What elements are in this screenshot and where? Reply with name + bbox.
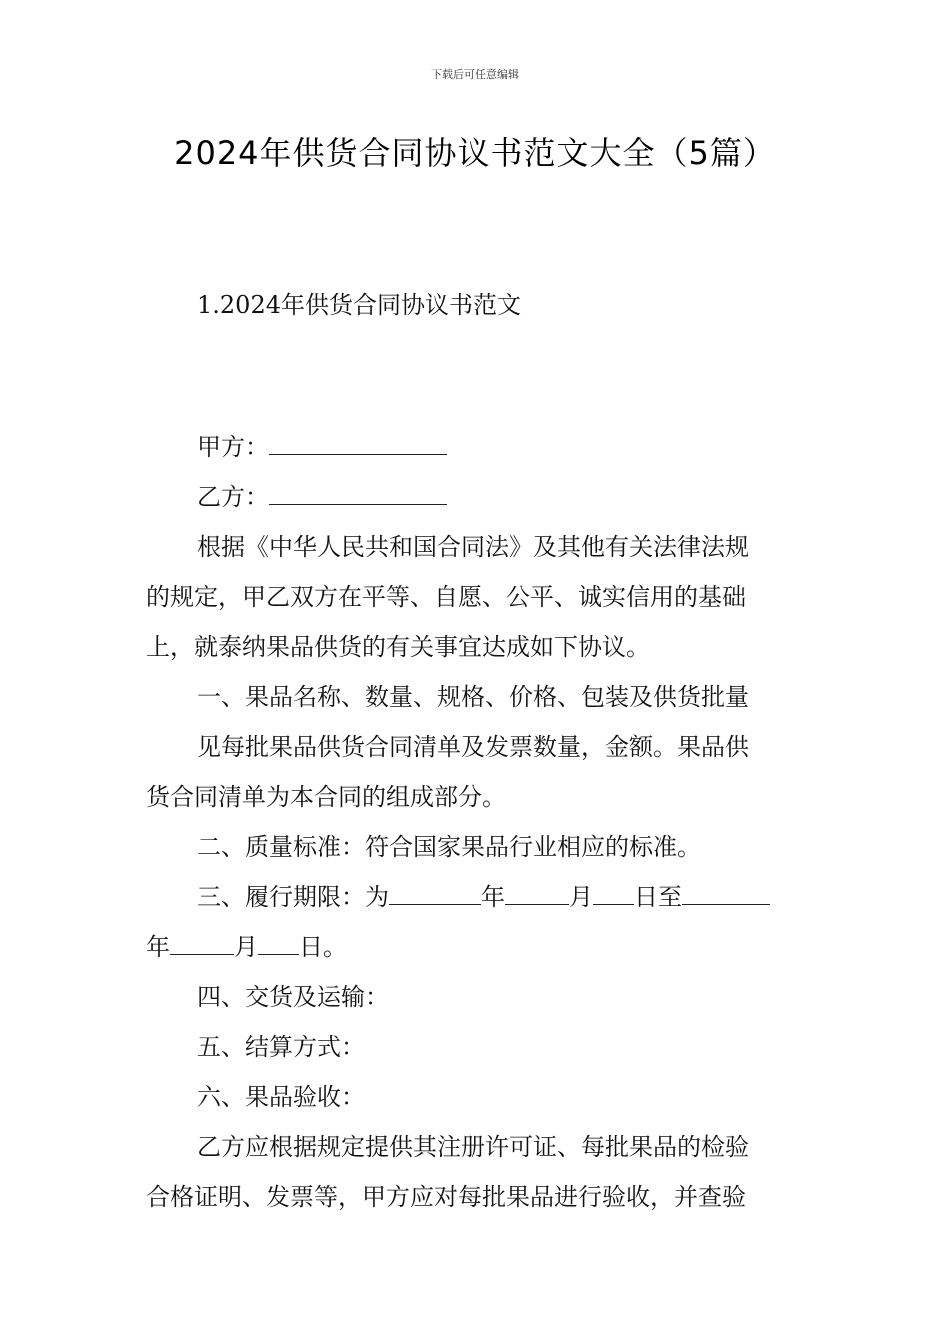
document-body bbox=[146, 422, 810, 1222]
header-note: 下载后可任意编辑 bbox=[431, 68, 519, 81]
start-year-blank bbox=[389, 874, 481, 905]
party-a-label: 甲方： bbox=[197, 433, 269, 461]
year-char: 年 bbox=[481, 883, 505, 911]
clause-3-line bbox=[146, 872, 810, 922]
clause-2-text: 二、质量标准：符合国家果品行业相应的标准。 bbox=[197, 833, 701, 861]
end-month-blank bbox=[170, 924, 234, 955]
clause-6-text: 合格证明、发票等，甲方应对每批果品进行验收，并查验 bbox=[146, 1183, 746, 1211]
intro-paragraph-line: 的规定，甲乙双方在平等、自愿、公平、诚实信用的基础 bbox=[146, 583, 746, 611]
clause-1-text: 货合同清单为本合同的组成部分。 bbox=[146, 783, 506, 811]
party-b-blank bbox=[269, 474, 447, 505]
month-char: 月 bbox=[234, 933, 258, 961]
clause-3-prefix: 三、履行期限：为 bbox=[197, 883, 389, 911]
clause-3-line-2 bbox=[146, 922, 810, 972]
month-char: 月 bbox=[569, 883, 593, 911]
clause-4-title: 四、交货及运输： bbox=[197, 983, 389, 1011]
year-char: 年 bbox=[146, 933, 170, 961]
intro-paragraph-line: 根据《中华人民共和国合同法》及其他有关法律法规 bbox=[197, 533, 749, 561]
document-title: 2024年供货合同协议书范文大全（5篇） bbox=[174, 134, 776, 172]
clause-1-title: 一、果品名称、数量、规格、价格、包装及供货批量 bbox=[197, 683, 749, 711]
clause-5-title: 五、结算方式： bbox=[197, 1033, 365, 1061]
day-to-char: 日至 bbox=[634, 883, 682, 911]
end-year-blank bbox=[682, 874, 770, 905]
clause-1-text: 见每批果品供货合同清单及发票数量，金额。果品供 bbox=[197, 733, 749, 761]
party-a-blank bbox=[269, 424, 447, 455]
start-month-blank bbox=[505, 874, 569, 905]
start-day-blank bbox=[593, 874, 634, 905]
end-day-blank bbox=[258, 924, 299, 955]
clause-6-title: 六、果品验收： bbox=[197, 1083, 365, 1111]
section-title: 1.2024年供货合同协议书范文 bbox=[197, 291, 521, 319]
day-end-char: 日。 bbox=[299, 933, 347, 961]
party-b-line bbox=[146, 472, 810, 522]
party-a-line bbox=[146, 422, 810, 472]
clause-6-text: 乙方应根据规定提供其注册许可证、每批果品的检验 bbox=[197, 1133, 749, 1161]
party-b-label: 乙方： bbox=[197, 483, 269, 511]
intro-paragraph-line: 上，就泰纳果品供货的有关事宜达成如下协议。 bbox=[146, 633, 650, 661]
